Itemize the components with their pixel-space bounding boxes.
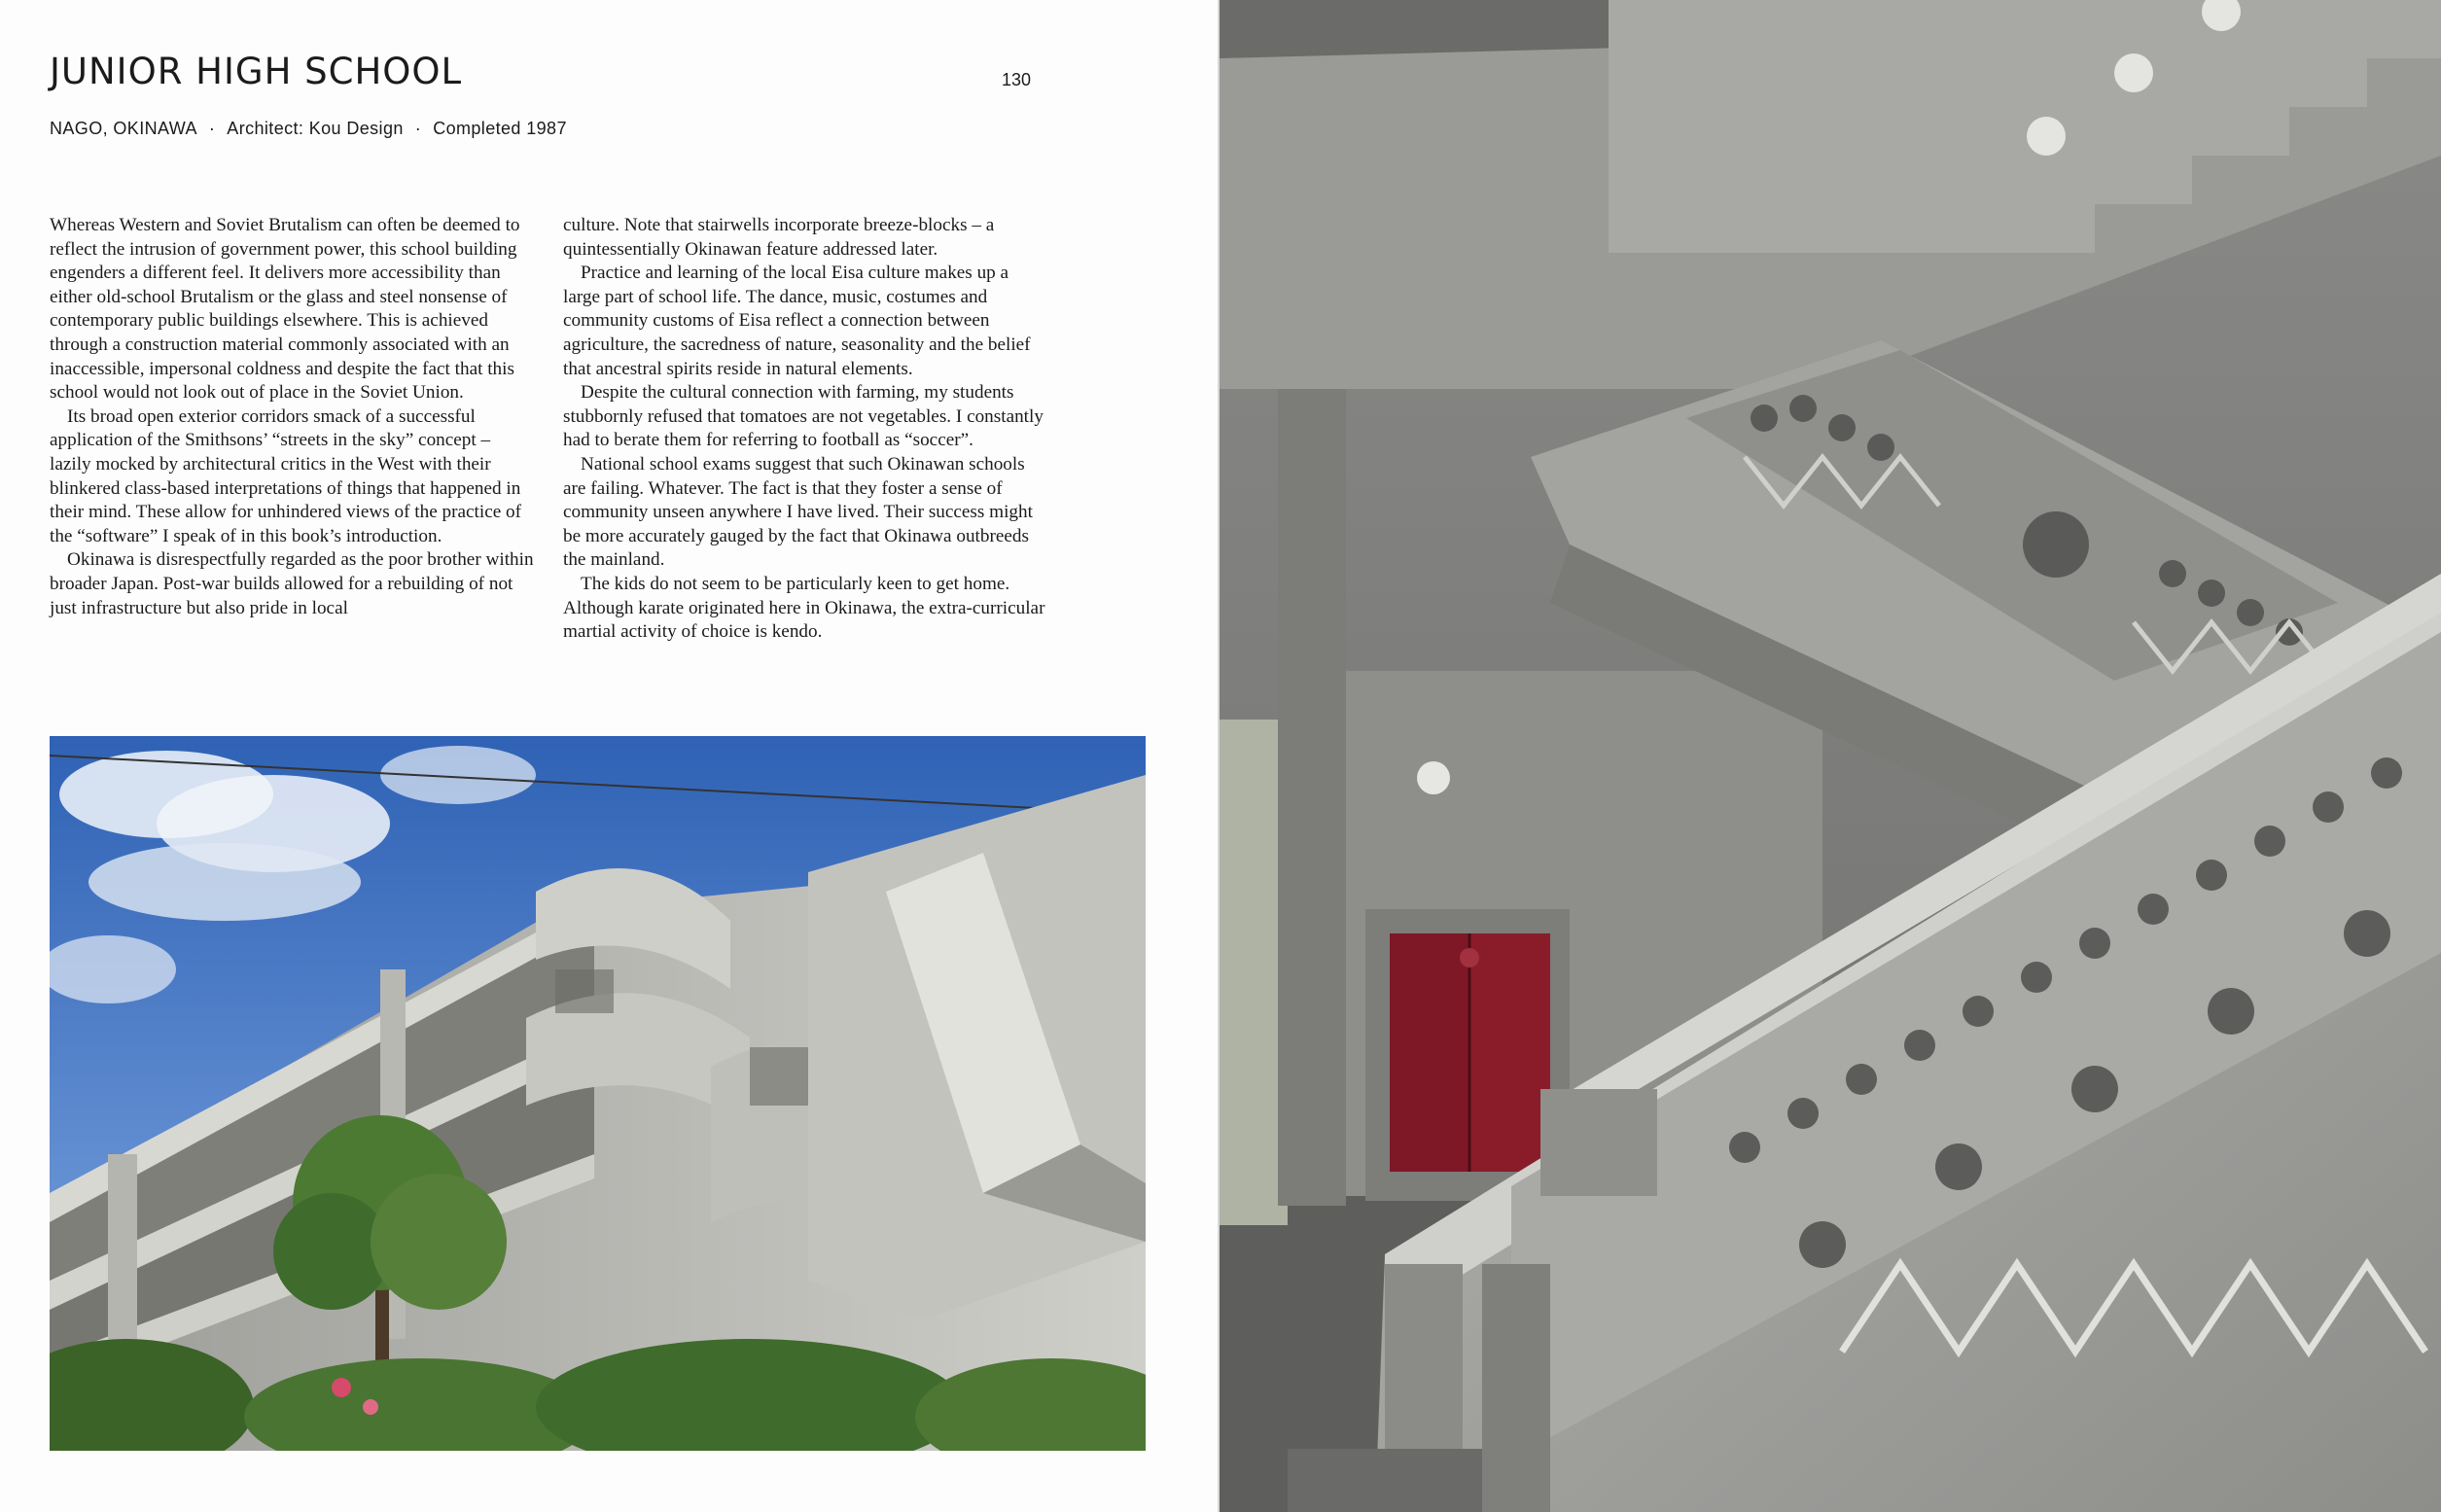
body-column-right	[563, 214, 1049, 645]
architect-label: Architect: Kou Design	[227, 119, 404, 138]
left-page	[0, 0, 1220, 1512]
paragraph: Despite the cultural connection with farming, my students stubbornly refused that tomatoes are not vegetables. I constantly had to berate them for referring to football as “soccer”.	[563, 382, 1044, 451]
paragraph: Okinawa is disrespectfully regarded as the poor brother within broader Japan. Post-war builds allowed for a rebuilding of not just infrastructure but also pride in local	[50, 549, 534, 618]
meta-separator: ·	[414, 119, 422, 138]
location-label: NAGO, OKINAWA	[50, 119, 197, 138]
paragraph: Its broad open exterior corridors smack of a successful application of the Smithsons’ “streets in the sky” concept – lazily mocked by architectural critics in the West with their blinkered class-based interpretations of things that happened in their mind. These allow for unhindered views of the practice of the “software” I speak of in this book’s introduction.	[50, 405, 522, 546]
staircase-photo	[1220, 0, 2441, 1512]
exterior-photo	[50, 736, 1146, 1451]
paragraph: culture. Note that stairwells incorporate breeze-blocks – a quintessentially Okinawan feature addressed later.	[563, 215, 995, 260]
completed-label: Completed 1987	[433, 119, 567, 138]
paragraph: Practice and learning of the local Eisa culture makes up a large part of school life. The dance, music, costumes and community customs of Eisa reflect a connection between agriculture, the sacredness of nature, seasonality and the belief that ancestral spirits reside in natural elements.	[563, 263, 1031, 379]
body-column-left	[50, 214, 536, 620]
meta-line	[50, 119, 567, 139]
page-title: JUNIOR HIGH SCHOOL	[50, 51, 463, 92]
paragraph: Whereas Western and Soviet Brutalism can often be deemed to reflect the intrusion of government power, this school building engenders a different feel. It delivers more accessibility than either old-school Brutalism or the glass and steel nonsense of contemporary public buildings elsewhere. This is achieved through a construction material commonly associated with an inaccessible, impersonal coldness and despite the fact that this school would not look out of place in the Soviet Union.	[50, 215, 520, 404]
page-number: 130	[1002, 70, 1032, 89]
paragraph: The kids do not seem to be particularly keen to get home. Although karate originated here in Okinawa, the extra-curricular martial activity of choice is kendo.	[563, 573, 1045, 643]
meta-separator: ·	[208, 119, 216, 138]
paragraph: National school exams suggest that such Okinawan schools are failing. Whatever. The fact is that they foster a sense of community unseen anywhere I have lived. Their success might be more accurately gauged by the fact that Okinawa outbreeds the mainland.	[563, 453, 1033, 571]
